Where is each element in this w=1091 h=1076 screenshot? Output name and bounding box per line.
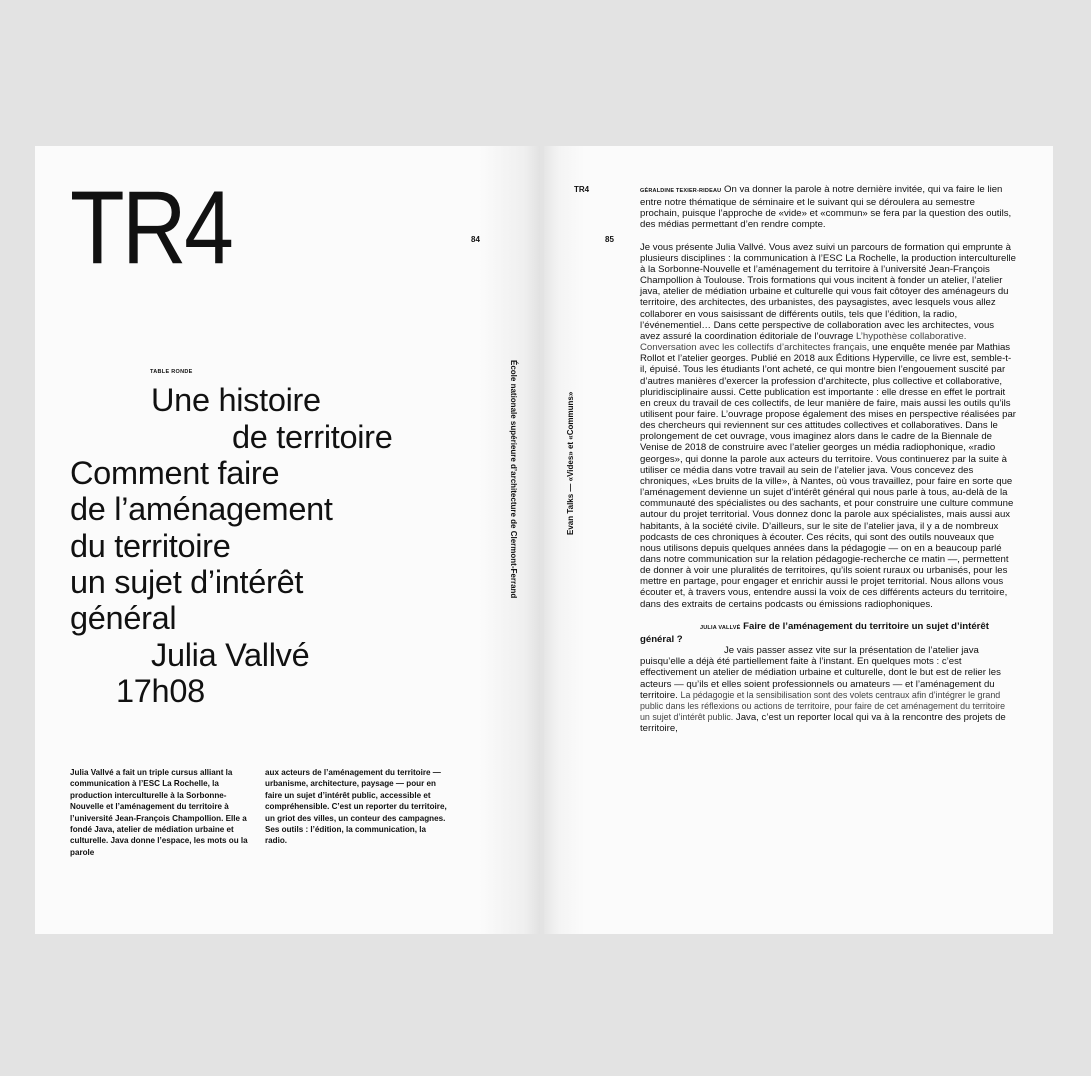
speaker-label: JULIA VALLVÉ: [700, 624, 741, 631]
page-number-right: 85: [605, 235, 614, 244]
speaker-label: GÉRALDINE TEXIER-RIDEAU: [640, 188, 722, 194]
session-time: 17h08: [116, 673, 205, 709]
paragraph-presentation: Je vous présente Julia Vallvé. Vous avez suivi un parcours de formation qui emprunte à plusieurs disciplines : la communication à l’ESC La Rochelle, la production interculturelle à la Sorbonne-Nouvelle et l’aménagement du territoire à l’université Jean-François Champollion à Toulouse. Trois formations qui vous incitent à fonder un atelier, l’atelier java, atelier de médiation urbaine et culturelle qui vous fait côtoyer des aménageurs du territoire, des architectes, des urbanistes, des paysagistes, avec lesquels vous allez collaborer en vous saisissant de différents outils, tels que l’édition, la radio, l’événementiel… Dans cette perspective de collaboration avec les architectes, vous avez assuré la coordination éditoriale de l’ouvrage L’hypothèse collaborative. Conversation avec les collectifs d’architectes français, une enquête menée par Mathias Rollot et l’atelier georges. Publié en 2018 aux Éditions Hyperville, ce livre est, semble-t-il, épuisé. Tous les étudiants l’ont acheté, ce qui montre bien l’engouement suscité par d’autres manières d’exercer la profession d’architecte, plus collective et collaborative, pluridisciplinaire aussi. Cette publication est importante : elle dresse en effet le portrait en creux du travail de ces collectifs, de leur manière de faire, mais aussi les outils qu’ils utilisent pour faire. L’ouvrage propose également des mises en perspective réalisées par des chercheurs qui reviennent sur ces attitudes collectives et collaboratives. Dans le prolongement de cet ouvrage, vous imaginez alors dans le cadre de la Biennale de Venise de 2018 de construire avec l’atelier georges un média radiophonique, «radio georges», qui donne la parole aux acteurs du territoire. Vous continuerez par la suite à utiliser ce média dans votre travail au sein de l’atelier java. Vous concevez des chroniques, «Les bruits de la ville», à Nantes, où vous travaillez, pour faire en sorte que l’aménagement devienne un sujet d’intérêt général qui nous parle à tous, au-delà de la communauté des spécialistes ou des sachants, et pour construire une culture commune autour du projet territorial. Vous donnez donc la parole aux spécialistes, mais aussi aux habitants, à la société civile. D’ailleurs, sur le site de l’atelier java, il y a de nombreux podcasts de ces chroniques à écouter. Ces récits, qui sont des outils nouveaux que nous utilisons depuis quelques années dans la pédagogie — on en a beaucoup parlé dans notre communication sur la relation pédagogie-recherche ce matin —, permettent de donner à voir une pluralités de territoires, qu’ils soient ruraux ou urbanisés, pour les mettre en partage, pour engager et enrichir aussi le projet territorial. Nous allons vous écouter et, à travers vous, entendre aussi la voix de ces différents acteurs du territoire, dans des extraits de certains podcasts ou émissions radiophoniques.: [640, 241, 1016, 610]
bio-column-1: Julia Vallvé a fait un triple cursus alliant la communication à l’ESC La Rochelle, la production interculturelle à la Sorbonne-Nouvelle et l’aménagement du territoire à l’université Jean-François Champollion. Elle a fondé Java, atelier de médiation urbaine et culturelle. Java donne l’espace, les mots ou la parole: [70, 768, 248, 857]
question-line-3: du territoire: [70, 528, 231, 564]
section-code-large: TR4: [70, 170, 232, 286]
running-title-right: Evan Talks — «Vides» et «Communs»: [566, 391, 575, 535]
title-line-2: de territoire: [232, 419, 393, 455]
question-line-4: un sujet d’intérêt: [70, 564, 304, 600]
paragraph-answer: Je vais passer assez vite sur la présentation de l’atelier java puisqu’elle a déjà été partiellement faite à l’instant. En quelques mots : c’est effectivement un atelier de médiation urbaine et culturelle, dont le but est de relier les acteurs — qu’ils et elles soient professionnels ou amateurs — et l’aménagement du territoire. La pédagogie et la sensibilisation sont des volets centraux afin d’intégrer le grand public dans les réflexions ou actions de territoire, pour faire de cet aménagement du territoire un sujet d’intérêt public. Java, c’est un reporter local qui va à la rencontre des projets de territoire,: [640, 645, 1006, 735]
question-line-2: de l’aménagement: [70, 491, 333, 527]
speaker-name: Julia Vallvé: [151, 637, 310, 673]
book-title: L’hypothèse collaborative. Conversation avec les collectifs d’architectes français: [640, 330, 967, 354]
running-title-left: École nationale supérieure d’architecture de Clermont-Ferrand: [509, 360, 518, 599]
section-heading: JULIA VALLVÉ Faire de l’aménagement du territoire un sujet d’intérêt général ?: [640, 620, 989, 645]
paragraph-intro: GÉRALDINE TEXIER-RIDEAU On va donner la parole à notre dernière invitée, qui va faire le lien entre notre thématique de séminaire et le suivant qui se déroulera au semestre prochain, puisque l’approche de «vide» et «commun» se fera par la question des outils, des médias permettant d’en rendre compte.: [640, 184, 1012, 231]
page-number-left: 84: [471, 235, 480, 244]
section-code-small: TR4: [574, 185, 590, 194]
question-line-5: général: [70, 600, 177, 636]
question-line-1: Comment faire: [70, 455, 280, 491]
bio-column-2: aux acteurs de l’aménagement du territoire — urbanisme, architecture, paysage — pour en faire un sujet d’intérêt public, accessible et compréhensible. C’est un reporter du territoire, un griot des villes, un conteur des campagnes. Ses outils : l’édition, la communication, la radio.: [265, 768, 447, 846]
body-text: [640, 184, 1016, 734]
title-line-1: Une histoire: [151, 382, 321, 418]
kicker-label: TABLE RONDE: [150, 369, 193, 375]
